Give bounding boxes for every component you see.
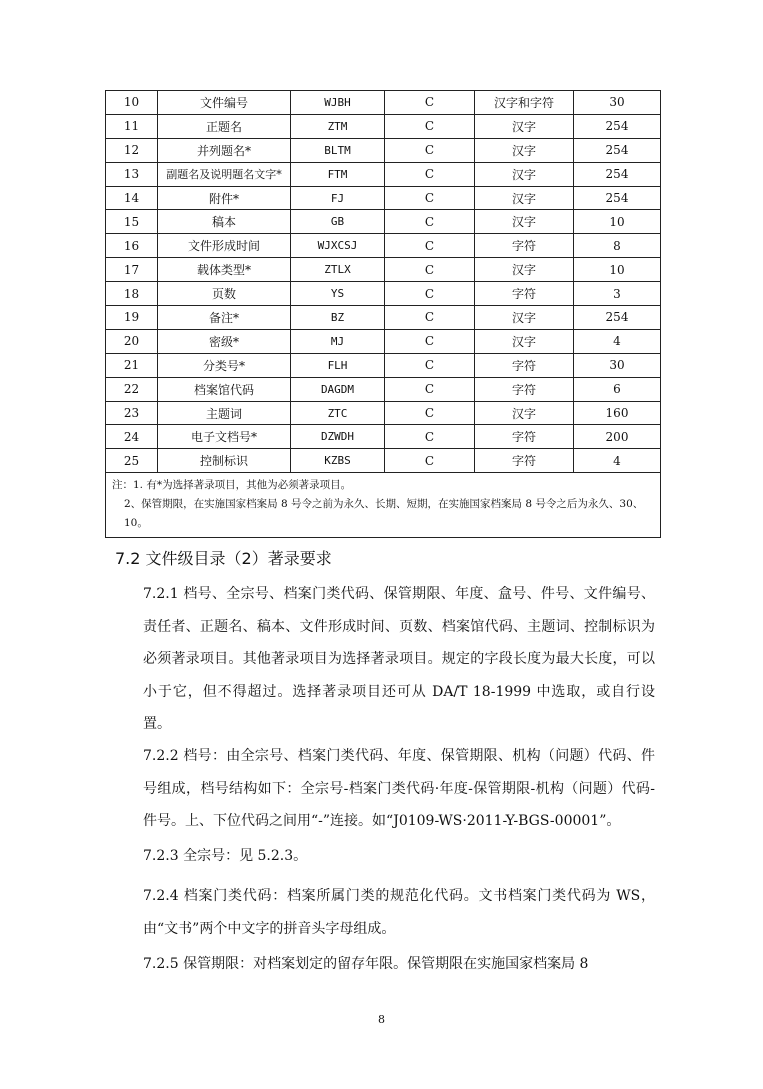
field-content-cell: 字符 [475,377,574,401]
field-content-cell: 汉字 [475,114,574,138]
field-length-cell: 4 [574,449,661,473]
table-row [106,210,661,234]
field-code-cell: YS [291,282,385,306]
field-content-cell: 字符 [475,234,574,258]
field-code-cell: BLTM [291,138,385,162]
note-line-1: 注：1. 有*为选择著录项目，其他为必须著录项目。 [112,479,352,492]
field-content-cell: 字符 [475,449,574,473]
field-content-cell: 字符 [475,282,574,306]
field-length-cell: 10 [574,258,661,282]
field-length-cell: 160 [574,401,661,425]
row-number-cell: 19 [106,306,158,330]
field-type-cell: C [385,377,475,401]
field-code-cell: KZBS [291,449,385,473]
table-note [106,473,661,538]
paragraph-7-2-3 [115,840,655,873]
field-length-cell: 254 [574,114,661,138]
row-number-cell: 12 [106,138,158,162]
table-row [106,186,661,210]
table-row [106,425,661,449]
field-length-cell: 4 [574,329,661,353]
row-number-cell: 18 [106,282,158,306]
row-number-cell: 21 [106,353,158,377]
field-name-cell: 附件* [158,186,291,210]
row-number-cell: 25 [106,449,158,473]
field-table [105,90,661,538]
page-number: 8 [378,1013,385,1026]
field-type-cell: C [385,449,475,473]
field-type-cell: C [385,306,475,330]
paragraph-text: 7.2.1 档号、全宗号、档案门类代码、保管期限、年度、盒号、件号、文件编号、责任者、正题名、稿本、文件形成时间、页数、档案馆代码、主题词、控制标识为必须著录项目。其他著录项目为选择著录项目。规定的字段长度为最大长度，可以小于它，但不得超过。选择著录项目还可从 DA/T 18-1999 中选取，或自行设置。 [143,586,655,732]
row-number-cell: 13 [106,162,158,186]
field-length-cell: 6 [574,377,661,401]
field-name-cell: 载体类型* [158,258,291,282]
field-length-cell: 254 [574,306,661,330]
paragraph-7-2-4 [115,880,655,945]
table-row [106,138,661,162]
field-content-cell: 汉字 [475,162,574,186]
field-code-cell: GB [291,210,385,234]
row-number-cell: 16 [106,234,158,258]
field-code-cell: ZTLX [291,258,385,282]
field-name-cell: 密级* [158,329,291,353]
field-name-cell: 电子文档号* [158,425,291,449]
field-name-cell: 文件形成时间 [158,234,291,258]
field-type-cell: C [385,353,475,377]
field-code-cell: WJBH [291,91,385,115]
row-number-cell: 11 [106,114,158,138]
field-code-cell: WJXCSJ [291,234,385,258]
field-code-cell: DZWDH [291,425,385,449]
field-length-cell: 254 [574,186,661,210]
paragraph-text: 7.2.2 档号：由全宗号、档案门类代码、年度、保管期限、机构（问题）代码、件号组成，档号结构如下：全宗号-档案门类代码·年度-保管期限-机构（问题）代码-件号。上、下位代码之间用“-”连接。如“J0109-WS·2011-Y-BGS-00001”。 [143,748,655,829]
field-name-cell: 控制标识 [158,449,291,473]
table-row [106,234,661,258]
field-length-cell: 3 [574,282,661,306]
field-content-cell: 字符 [475,425,574,449]
table-row [106,282,661,306]
note-line-2: 2、保管期限，在实施国家档案局 8 号令之前为永久、长期、短期，在实施国家档案局 8 号令之后为永久、30、10。 [124,498,644,530]
section-title: 7.2 文件级目录（2）著录要求 [115,549,332,568]
field-table-body [106,91,661,473]
table-row [106,329,661,353]
row-number-cell: 14 [106,186,158,210]
field-name-cell: 正题名 [158,114,291,138]
table-row [106,353,661,377]
field-name-cell: 档案馆代码 [158,377,291,401]
field-length-cell: 8 [574,234,661,258]
table-row [106,114,661,138]
paragraph-text: 7.2.5 保管期限：对档案划定的留存年限。保管期限在实施国家档案局 8 [143,956,589,972]
table-row [106,401,661,425]
field-content-cell: 汉字 [475,258,574,282]
field-name-cell: 稿本 [158,210,291,234]
field-code-cell: FJ [291,186,385,210]
row-number-cell: 17 [106,258,158,282]
field-type-cell: C [385,234,475,258]
field-length-cell: 254 [574,162,661,186]
field-name-cell: 主题词 [158,401,291,425]
field-type-cell: C [385,114,475,138]
row-number-cell: 10 [106,91,158,115]
field-type-cell: C [385,162,475,186]
row-number-cell: 24 [106,425,158,449]
row-number-cell: 23 [106,401,158,425]
table-row [106,449,661,473]
field-type-cell: C [385,91,475,115]
paragraph-text: 7.2.3 全宗号：见 5.2.3。 [143,848,308,864]
row-number-cell: 15 [106,210,158,234]
table-row [106,258,661,282]
field-type-cell: C [385,401,475,425]
field-name-cell: 文件编号 [158,91,291,115]
field-content-cell: 汉字 [475,329,574,353]
field-type-cell: C [385,282,475,306]
paragraph-7-2-1 [115,578,655,741]
paragraph-7-2-5 [115,948,655,981]
table-row [106,162,661,186]
field-type-cell: C [385,329,475,353]
field-code-cell: BZ [291,306,385,330]
field-length-cell: 30 [574,353,661,377]
field-content-cell: 汉字和字符 [475,91,574,115]
paragraph-7-2-2 [115,740,655,838]
field-content-cell: 汉字 [475,210,574,234]
field-code-cell: ZTC [291,401,385,425]
field-type-cell: C [385,210,475,234]
paragraph-text: 7.2.4 档案门类代码：档案所属门类的规范化代码。文书档案门类代码为 WS，由“文书”两个中文字的拼音头字母组成。 [143,888,655,937]
table-row [106,91,661,115]
field-type-cell: C [385,138,475,162]
field-length-cell: 10 [574,210,661,234]
field-code-cell: DAGDM [291,377,385,401]
field-length-cell: 254 [574,138,661,162]
field-type-cell: C [385,186,475,210]
field-code-cell: MJ [291,329,385,353]
field-length-cell: 30 [574,91,661,115]
field-content-cell: 汉字 [475,138,574,162]
table-note-row [106,473,661,538]
field-content-cell: 汉字 [475,186,574,210]
field-length-cell: 200 [574,425,661,449]
table-row [106,377,661,401]
field-name-cell: 副题名及说明题名文字* [158,162,291,186]
row-number-cell: 22 [106,377,158,401]
table-row [106,306,661,330]
field-type-cell: C [385,425,475,449]
field-name-cell: 页数 [158,282,291,306]
row-number-cell: 20 [106,329,158,353]
field-content-cell: 字符 [475,353,574,377]
field-name-cell: 分类号* [158,353,291,377]
field-code-cell: ZTM [291,114,385,138]
field-code-cell: FTM [291,162,385,186]
field-content-cell: 汉字 [475,401,574,425]
field-code-cell: FLH [291,353,385,377]
field-name-cell: 备注* [158,306,291,330]
field-name-cell: 并列题名* [158,138,291,162]
field-type-cell: C [385,258,475,282]
field-content-cell: 汉字 [475,306,574,330]
